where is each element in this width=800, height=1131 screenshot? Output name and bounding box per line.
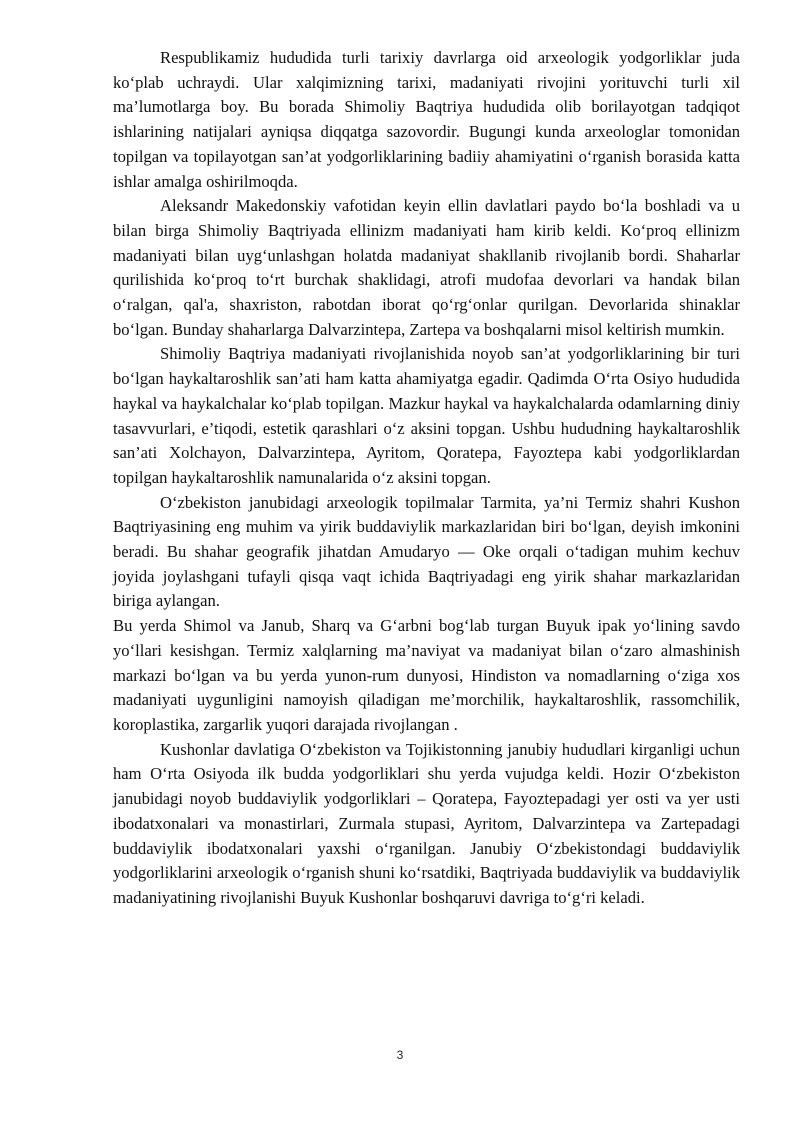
- paragraph-2: Aleksandr Makedonskiy vafotidan keyin ellin davlatlari paydo bo‘la boshladi va u bilan birga Shimoliy Baqtriyada ellinizm madaniyati ham kirib keldi. Ko‘proq ellinizm madaniyati bilan uyg‘unlashgan holatda madaniyat shakllanib rivojlanib bordi. Shaharlar qurilishida ko‘proq to‘rt burchak shaklidagi, atrofi mudofaa devorlari va handak bilan o‘ralgan, qal'a, shaxriston, rabotdan iborat qo‘rg‘onlar qurilgan. Devorlarida shinaklar bo‘lgan. Bunday shaharlarga Dalvarzintepa, Zartepa va boshqalarni misol keltirish mumkin.: [113, 196, 740, 339]
- paragraph-5: Bu yerda Shimol va Janub, Sharq va G‘arbni bog‘lab turgan Buyuk ipak yo‘lining savdo yo‘llari kesishgan. Termiz xalqlarning ma’naviyat va madaniyat bilan o‘zaro almashinish markazi bo‘lgan va bu yerda yunon-rum dunyosi, Hindiston va nomadlarning o‘ziga xos madaniyati uygunligini namoyish qiladigan me’morchilik, haykaltaroshlik, rassomchilik, koroplastika, zargarlik yuqori darajada rivojlangan .: [113, 616, 740, 734]
- paragraph-6: Kushonlar davlatiga O‘zbekiston va Tojikistonning janubiy hududlari kirganligi uchun ham O‘rta Osiyoda ilk budda yodgorliklari shu yerda vujudga keldi. Hozir O‘zbekiston janubidagi noyob buddaviylik yodgorliklari – Qoratepa, Fayoztepadagi yer osti va yer usti ibodatxonalari va monastirlari, Zurmala stupasi, Ayritom, Dalvarzintepa va Zartepadagi buddaviylik ibodatxonalari yaxshi o‘rganilgan. Janubiy O‘zbekistondagi buddaviylik yodgorliklarini arxeologik o‘rganish shuni ko‘rsatdiki, Baqtriyada buddaviylik va buddaviylik madaniyatining rivojlanishi Buyuk Kushonlar boshqaruvi davriga to‘g‘ri keladi.: [113, 739, 740, 907]
- document-body: [113, 46, 740, 911]
- paragraph-1: Respublikamiz hududida turli tarixiy davrlarga oid arxeologik yodgorliklar juda ko‘plab uchraydi. Ular xalqimizning tarixi, madaniyati rivojini yorituvchi turli xil ma’lumotlarga boy. Bu borada Shimoliy Baqtriya hududida olib borilayotgan tadqiqot ishlarining natijalari ayniqsa diqqatga sazovordir. Bugungi kunda arxeologlar tomonidan topilgan va topilayotgan san’at yodgorliklarining badiiy ahamiyatini o‘rganish borasida katta ishlar amalga oshirilmoqda.: [113, 48, 740, 191]
- paragraph-4: O‘zbekiston janubidagi arxeologik topilmalar Tarmita, ya’ni Termiz shahri Kushon Baqtriyasining eng muhim va yirik buddaviylik markazlaridan biri bo‘lgan, deyish imkonini beradi. Bu shahar geografik jihatdan Amudaryo — Oke orqali o‘tadigan muhim kechuv joyida joylashgani tufayli qisqa vaqt ichida Baqtriyadagi eng yirik shahar markazlaridan biriga aylangan.: [113, 492, 740, 611]
- page-number: 3: [396, 1048, 404, 1062]
- paragraph-3: Shimoliy Baqtriya madaniyati rivojlanishida noyob san’at yodgorliklarining bir turi bo‘lgan haykaltaroshlik san’ati ham katta ahamiyatga egadir. Qadimda O‘rta Osiyo hududida haykal va haykalchalar ko‘plab topilgan. Mazkur haykal va haykalchalarda odamlarning diniy tasavvurlari, e’tiqodi, estetik qarashlari o‘z aksini topgan. Ushbu hududning haykaltaroshlik san’ati Xolchayon, Dalvarzintepa, Ayritom, Qoratepa, Fayoztepa kabi yodgorliklardan topilgan haykaltaroshlik namunalarida o‘z aksini topgan.: [113, 344, 740, 487]
